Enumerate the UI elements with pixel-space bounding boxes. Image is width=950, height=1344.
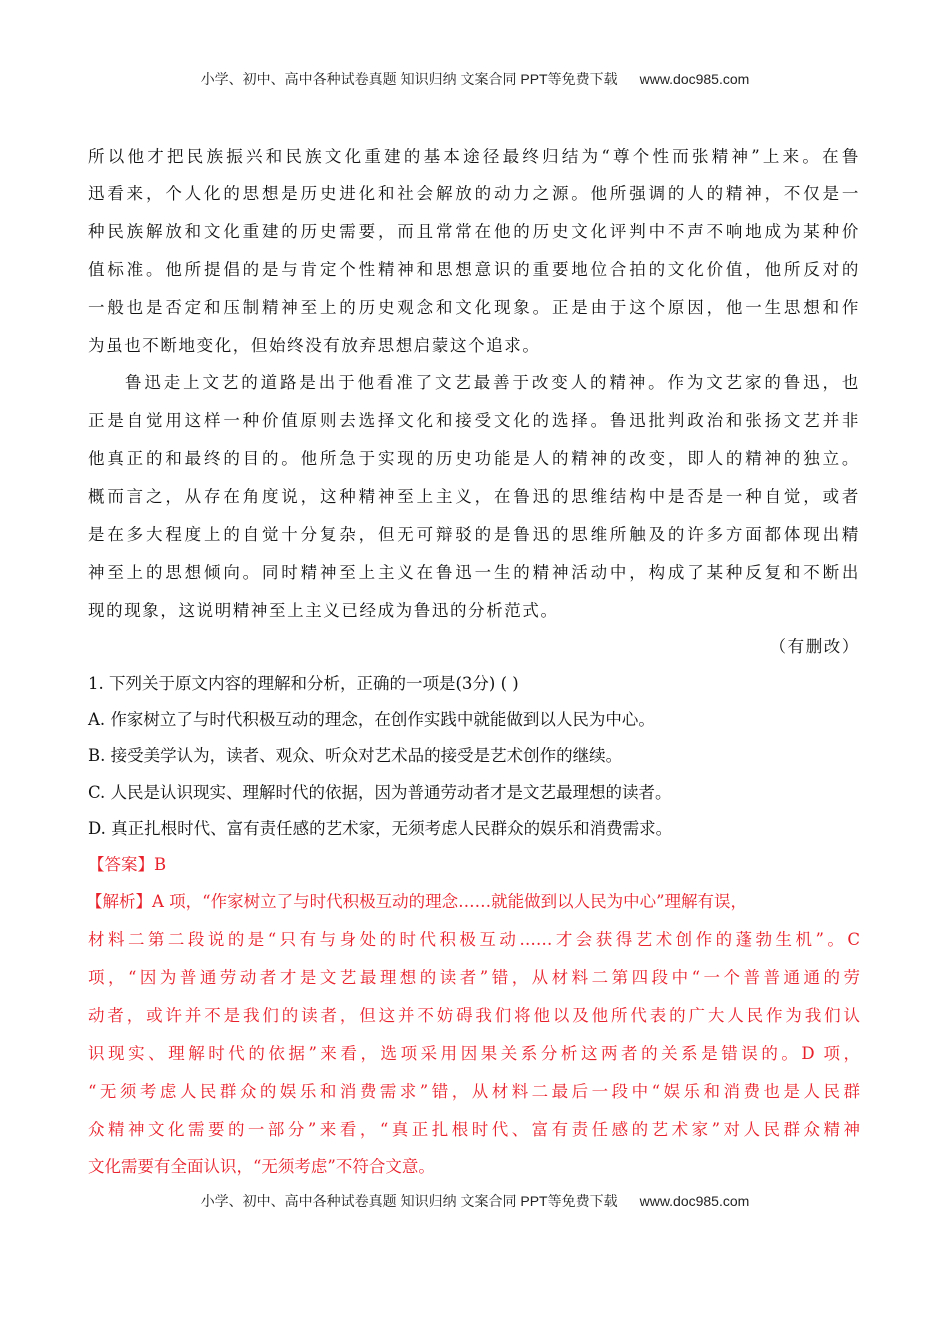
passage-line: 种民族解放和文化重建的历史需要，而且常常在他的历史文化评判中不声不响地成为某种价 bbox=[88, 222, 860, 241]
analysis-tag: 【解析】 bbox=[86, 892, 152, 911]
passage-line: 神至上的思想倾向。同时精神至上主义在鲁迅一生的精神活动中，构成了某种反复和不断出 bbox=[88, 563, 860, 582]
passage-line: 为虽也不断地变化，但始终没有放弃思想启蒙这个追求。 bbox=[88, 336, 541, 355]
passage-line: 现的现象，这说明精神至上主义已经成为鲁迅的分析范式。 bbox=[88, 601, 559, 620]
passage-line: 所以他才把民族振兴和民族文化重建的基本途径最终归结为“尊个性而张精神”上来。在鲁 bbox=[88, 147, 860, 166]
option-c: C. 人民是认识现实、理解时代的依据，因为普通劳动者才是文艺最理想的读者。 bbox=[88, 783, 672, 802]
analysis-line: 文化需要有全面认识，“无须考虑”不符合文意。 bbox=[88, 1157, 435, 1176]
analysis-line: 识现实、理解时代的依据”来看，选项采用因果关系分析这两者的关系是错误的。D 项， bbox=[88, 1044, 860, 1063]
passage-line: 鲁迅走上文艺的道路是出于他看准了文艺最善于改变人的精神。作为文艺家的鲁迅，也 bbox=[125, 373, 860, 392]
header-url[interactable]: www.doc985.com bbox=[639, 71, 750, 87]
passage-line: 概而言之，从存在角度说，这种精神至上主义，在鲁迅的思维结构中是否是一种自觉，或者 bbox=[88, 487, 860, 506]
passage-line: 他真正的和最终的目的。他所急于实现的历史功能是人的精神的改变，即人的精神的独立。 bbox=[88, 449, 860, 468]
passage-line: 是在多大程度上的自觉十分复杂，但无可辩驳的是鲁迅的思维所触及的许多方面都体现出精 bbox=[88, 525, 860, 544]
source-note: （有删改） bbox=[769, 637, 860, 656]
page-header bbox=[0, 69, 950, 89]
option-a: A. 作家树立了与时代积极互动的理念，在创作实践中就能做到以人民为中心。 bbox=[88, 710, 655, 729]
answer-value: B bbox=[154, 855, 167, 874]
answer-tag: 【答案】 bbox=[88, 855, 154, 874]
analysis-line: 材料二第二段说的是“只有与身处的时代积极互动……才会获得艺术创作的蓬勃生机”。C bbox=[88, 930, 860, 949]
option-b: B. 接受美学认为，读者、观众、听众对艺术品的接受是艺术创作的继续。 bbox=[88, 746, 623, 765]
analysis-line bbox=[86, 890, 876, 914]
analysis-line: 项，“因为普通劳动者才是文艺最理想的读者”错，从材料二第四段中“一个普普通通的劳 bbox=[88, 968, 860, 987]
answer bbox=[88, 853, 860, 877]
analysis-text: A 项，“作家树立了与时代积极互动的理念……就能做到以人民为中心”理解有误， bbox=[152, 892, 748, 911]
footer-url[interactable]: www.doc985.com bbox=[639, 1193, 750, 1209]
passage-line: 正是自觉用这样一种价值原则去选择文化和接受文化的选择。鲁迅批判政治和张扬文艺并非 bbox=[88, 411, 860, 430]
passage-line: 迅看来，个人化的思想是历史进化和社会解放的动力之源。他所强调的人的精神，不仅是一 bbox=[88, 184, 860, 203]
option-d: D. 真正扎根时代、富有责任感的艺术家，无须考虑人民群众的娱乐和消费需求。 bbox=[88, 819, 673, 838]
analysis-line: 众精神文化需要的一部分”来看，“真正扎根时代、富有责任感的艺术家”对人民群众精神 bbox=[88, 1120, 860, 1139]
passage-line: 一般也是否定和压制精神至上的历史观念和文化现象。正是由于这个原因，他一生思想和作 bbox=[88, 298, 860, 317]
page-footer bbox=[0, 1191, 950, 1211]
header-text: 小学、初中、高中各种试卷真题 知识归纳 文案合同 PPT等免费下载 bbox=[200, 71, 618, 87]
footer-text: 小学、初中、高中各种试卷真题 知识归纳 文案合同 PPT等免费下载 bbox=[200, 1193, 618, 1209]
question-stem: 1. 下列关于原文内容的理解和分析，正确的一项是(3分) ( ) bbox=[88, 674, 519, 693]
analysis-line: 动者，或许并不是我们的读者，但这并不妨碍我们将他以及他所代表的广大人民作为我们认 bbox=[88, 1006, 860, 1025]
analysis-line: “无须考虑人民群众的娱乐和消费需求”错，从材料二最后一段中“娱乐和消费也是人民群 bbox=[88, 1082, 860, 1101]
passage-line: 值标准。他所提倡的是与肯定个性精神和思想意识的重要地位合拍的文化价值，他所反对的 bbox=[88, 260, 860, 279]
